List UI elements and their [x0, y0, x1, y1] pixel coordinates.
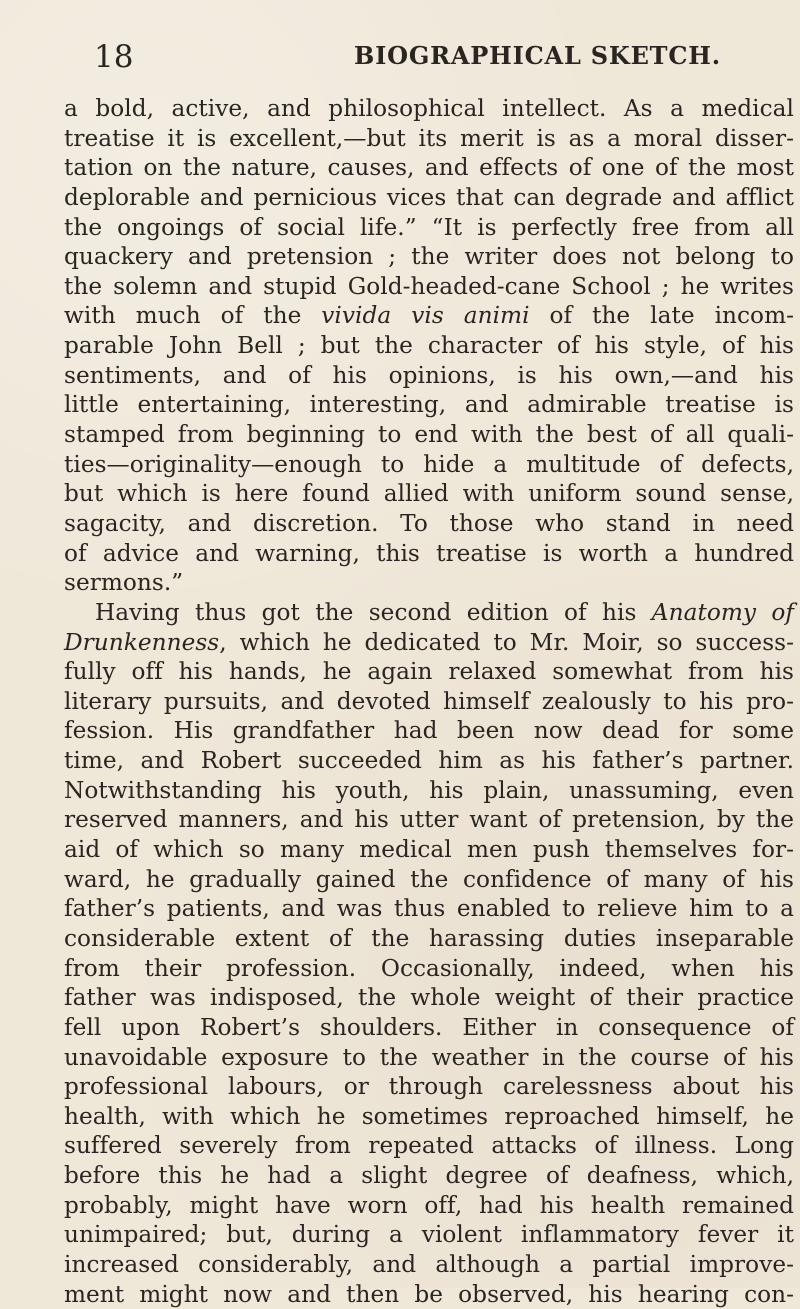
text-line-15: sagacity, and discretion. To those who stand in need: [64, 509, 794, 537]
running-title: BIOGRAPHICAL SKETCH.: [354, 41, 721, 70]
text-line-22: fession. His grandfather had been now dead for some: [64, 717, 794, 745]
text-line-8: [64, 301, 794, 331]
latin-phrase: vivida vis animi: [321, 302, 530, 330]
text-line-28: father’s patients, and was thus enabled to relieve him to a: [64, 895, 794, 923]
text-line-35: health, with which he sometimes reproached himself, he: [64, 1102, 794, 1130]
text-line-2: treatise it is excellent,—but its merit is as a moral disser-: [64, 124, 794, 152]
text-line-40: increased considerably, and although a partial improve-: [64, 1250, 794, 1278]
text-line-14: but which is here found allied with uniform sound sense,: [64, 480, 794, 508]
text-line-25: reserved manners, and his utter want of pretension, by the: [64, 806, 794, 834]
text-line-7: the solemn and stupid Gold-headed-cane School ; he writes: [64, 272, 794, 300]
text-line-26: aid of which so many medical men push themselves for-: [64, 836, 794, 864]
text-line-37: before this he had a slight degree of deafness, which,: [64, 1162, 794, 1190]
text-line-19: [64, 628, 794, 658]
text-line-18: [64, 598, 794, 628]
text-line-33: unavoidable exposure to the weather in the course of his: [64, 1043, 794, 1071]
text-line-34: professional labours, or through carelessness about his: [64, 1073, 794, 1101]
text-line-41: ment might now and then be observed, his hearing con-: [64, 1280, 794, 1308]
page-number: 18: [94, 39, 134, 75]
text-line-24: Notwithstanding his youth, his plain, unassuming, even: [64, 776, 794, 804]
book-title-part-1: Anatomy of: [651, 598, 795, 626]
text-line-38: probably, might have worn off, had his health remained: [64, 1191, 794, 1219]
text-line-3: tation on the nature, causes, and effects of one of the most: [64, 154, 794, 182]
text-line-4: deplorable and pernicious vices that can degrade and afflict: [64, 183, 794, 211]
text-line-21: literary pursuits, and devoted himself zealously to his pro-: [64, 687, 794, 715]
text-line-36: suffered severely from repeated attacks of illness. Long: [64, 1132, 794, 1160]
text-line-16: of advice and warning, this treatise is worth a hundred: [64, 539, 794, 567]
text-line-31: father was indisposed, the whole weight of their practice: [64, 984, 794, 1012]
text-line-39: unimpaired; but, during a violent inflammatory fever it: [64, 1221, 794, 1249]
text-line-1: a bold, active, and philosophical intellect. As a medical: [64, 95, 794, 122]
text-line-19-part-2: , which he dedicated to Mr. Moir, so success-: [219, 628, 794, 656]
running-head: [64, 39, 762, 84]
text-line-8-part-3: of the late incom-: [529, 302, 794, 330]
text-line-13: ties—originality—enough to hide a multitude of defects,: [64, 450, 794, 478]
text-line-8-part-1: with much of the: [64, 302, 322, 330]
text-line-29: considerable extent of the harassing duties inseparable: [64, 924, 794, 952]
text-line-6: quackery and pretension ; the writer does not belong to: [64, 243, 794, 271]
text-line-30: from their profession. Occasionally, indeed, when his: [64, 954, 794, 982]
text-line-17: sermons.”: [64, 569, 184, 597]
text-line-20: fully off his hands, he again relaxed somewhat from his: [64, 658, 794, 686]
body-text: [64, 94, 794, 1309]
text-line-12: stamped from beginning to end with the best of all quali-: [64, 421, 794, 449]
text-line-27: ward, he gradually gained the confidence of many of his: [64, 865, 794, 893]
book-title-part-2: Drunkenness: [64, 628, 220, 656]
text-line-11: little entertaining, interesting, and admirable treatise is: [64, 391, 794, 419]
text-line-23: time, and Robert succeeded him as his father’s partner.: [64, 747, 794, 775]
text-line-18-part-1: Having thus got the second edition of his: [95, 598, 652, 626]
text-line-32: fell upon Robert’s shoulders. Either in consequence of: [64, 1013, 794, 1041]
text-line-9: parable John Bell ; but the character of his style, of his: [64, 332, 794, 360]
text-line-5: the ongoings of social life.” “It is perfectly free from all: [64, 213, 794, 241]
text-line-10: sentiments, and of his opinions, is his own,—and his: [64, 361, 794, 389]
